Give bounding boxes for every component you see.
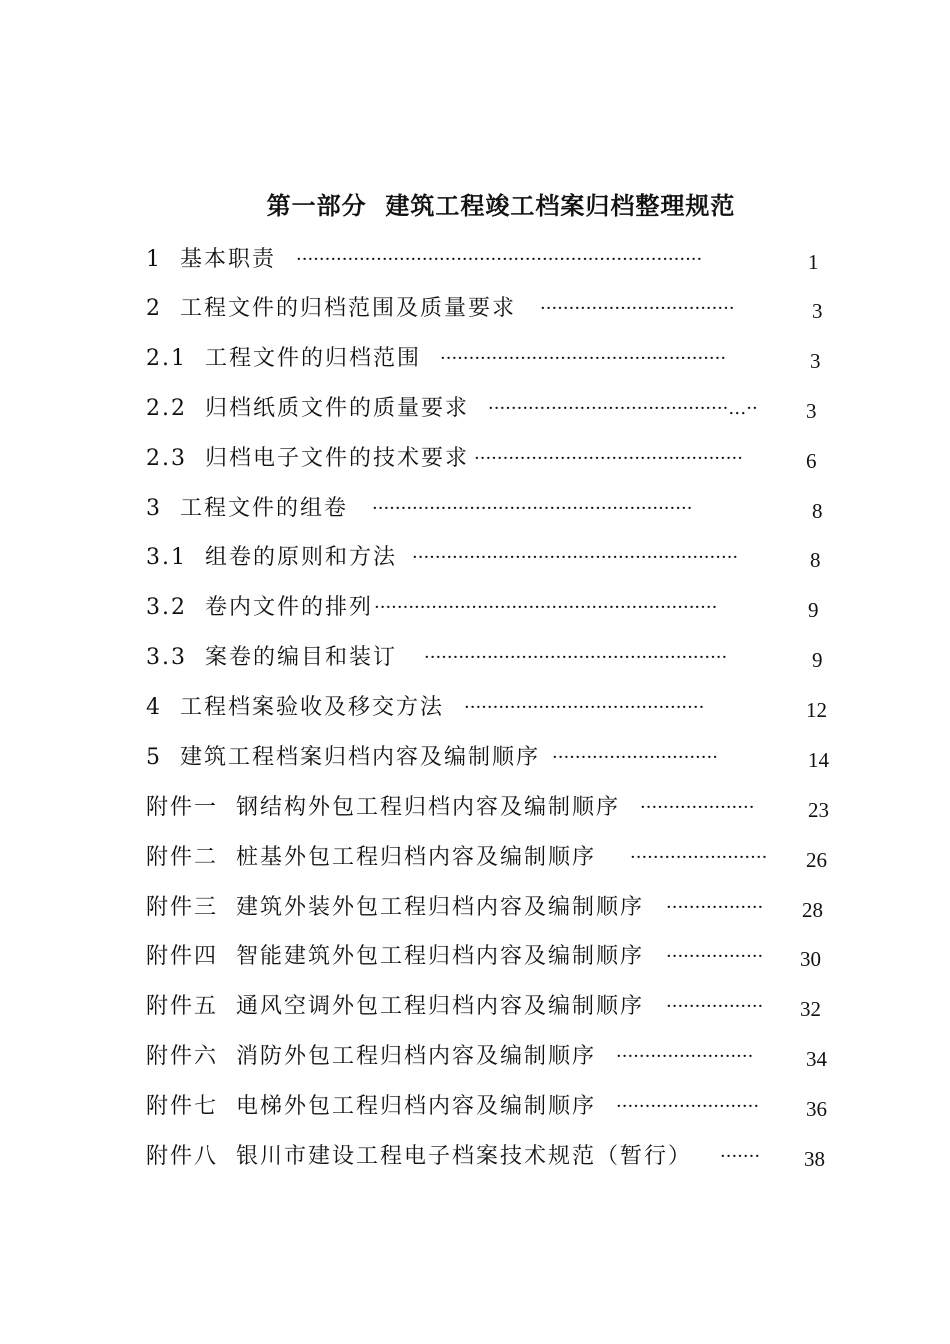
toc-leader-dots: ························ [630, 847, 768, 868]
toc-entry-label: 2 工程文件的归档范围及质量要求 [146, 296, 516, 321]
toc-leader-dots: ························· [616, 1096, 760, 1117]
toc-entry-label: 附件六 消防外包工程归档内容及编制顺序 [146, 1044, 596, 1069]
toc-page-number: 3 [810, 349, 821, 373]
toc-entry-label: 3.3 案卷的编目和装订 [146, 645, 397, 670]
toc-entry-label: 附件八 银川市建设工程电子档案技术规范（暂行） [146, 1144, 692, 1169]
toc-entry[interactable] [0, 1037, 950, 1077]
toc-page-number: 8 [812, 499, 823, 523]
toc-entry-label: 3.2 卷内文件的排列 [146, 595, 373, 620]
toc-entry[interactable] [0, 538, 950, 578]
toc-page-number: 28 [802, 898, 823, 922]
toc-leader-dots: ···························································· [374, 597, 718, 618]
toc-entry-label: 2.2 归档纸质文件的质量要求 [146, 396, 469, 421]
toc-entry[interactable] [0, 788, 950, 828]
toc-page-number: 26 [806, 848, 827, 872]
toc-leader-dots: ···················· [640, 797, 755, 818]
toc-entry[interactable] [0, 838, 950, 878]
toc-leader-dots: ·················································· [440, 348, 727, 369]
toc-page-number: 3 [812, 299, 823, 323]
toc-page-number: 3 [806, 399, 817, 423]
toc-page-number: 12 [806, 698, 827, 722]
toc-entry[interactable] [0, 888, 950, 928]
toc-entry[interactable] [0, 240, 950, 280]
toc-page-number: 9 [808, 598, 819, 622]
toc-page-number: 30 [800, 947, 821, 971]
toc-page-number: 1 [808, 250, 819, 274]
toc-leader-dots: ·································· [540, 298, 735, 319]
toc-entry-label: 5 建筑工程档案归档内容及编制顺序 [146, 745, 540, 770]
toc-entry-label: 2.3 归档电子文件的技术要求 [146, 446, 469, 471]
toc-page-number: 23 [808, 798, 829, 822]
toc-entry[interactable] [0, 638, 950, 678]
toc-page-number: 14 [808, 748, 829, 772]
toc-entry-label: 附件二 桩基外包工程归档内容及编制顺序 [146, 845, 596, 870]
toc-leader-dots: ················· [666, 946, 764, 967]
toc-entry[interactable] [0, 987, 950, 1027]
toc-entry[interactable] [0, 339, 950, 379]
toc-entry[interactable] [0, 1137, 950, 1177]
toc-leader-dots: ··············································· [474, 448, 743, 469]
page-title: 第一部分 建筑工程竣工档案归档整理规范 [266, 192, 736, 220]
toc-leader-dots: ················· [666, 897, 764, 918]
toc-entry[interactable] [0, 389, 950, 429]
toc-entry-label: 附件三 建筑外装外包工程归档内容及编制顺序 [146, 895, 644, 920]
toc-leader-dots: ·········································· [464, 697, 705, 718]
toc-page-number: 36 [806, 1097, 827, 1121]
toc-page-number: 8 [810, 548, 821, 572]
toc-leader-dots: ····················································· [424, 647, 728, 668]
toc-leader-dots: ························ [616, 1046, 754, 1067]
toc-page-number: 9 [812, 648, 823, 672]
toc-leader-dots: ····························· [552, 747, 718, 768]
toc-entry-label: 2.1 工程文件的归档范围 [146, 346, 421, 371]
toc-page-number: 38 [804, 1147, 825, 1171]
toc-entry-label: 附件七 电梯外包工程归档内容及编制顺序 [146, 1094, 596, 1119]
toc-entry-label: 附件四 智能建筑外包工程归档内容及编制顺序 [146, 944, 644, 969]
toc-entry-label: 附件一 钢结构外包工程归档内容及编制顺序 [146, 795, 620, 820]
toc-entry[interactable] [0, 588, 950, 628]
toc-leader-dots: ······································································· [296, 249, 703, 270]
toc-page-number: 34 [806, 1047, 827, 1071]
toc-leader-dots: ··········································…·· [488, 398, 758, 419]
toc-entry[interactable] [0, 937, 950, 977]
toc-entry-label: 3.1 组卷的原则和方法 [146, 545, 397, 570]
toc-entry-label: 3 工程文件的组卷 [146, 496, 348, 521]
toc-entry[interactable] [0, 1087, 950, 1127]
toc-entry-label: 4 工程档案验收及移交方法 [146, 695, 444, 720]
toc-page-number: 32 [800, 997, 821, 1021]
toc-entry-label: 1 基本职责 [146, 247, 276, 272]
toc-leader-dots: ················· [666, 996, 764, 1017]
toc-leader-dots: ························································· [412, 547, 739, 568]
toc-leader-dots: ························································ [372, 498, 693, 519]
toc-page-number: 6 [806, 449, 817, 473]
toc-entry[interactable] [0, 738, 950, 778]
toc-entry[interactable] [0, 439, 950, 479]
toc-leader-dots: ······· [720, 1146, 761, 1167]
toc-entry[interactable] [0, 688, 950, 728]
toc-entry-label: 附件五 通风空调外包工程归档内容及编制顺序 [146, 994, 644, 1019]
toc-entry[interactable] [0, 489, 950, 529]
toc-entry[interactable] [0, 289, 950, 329]
